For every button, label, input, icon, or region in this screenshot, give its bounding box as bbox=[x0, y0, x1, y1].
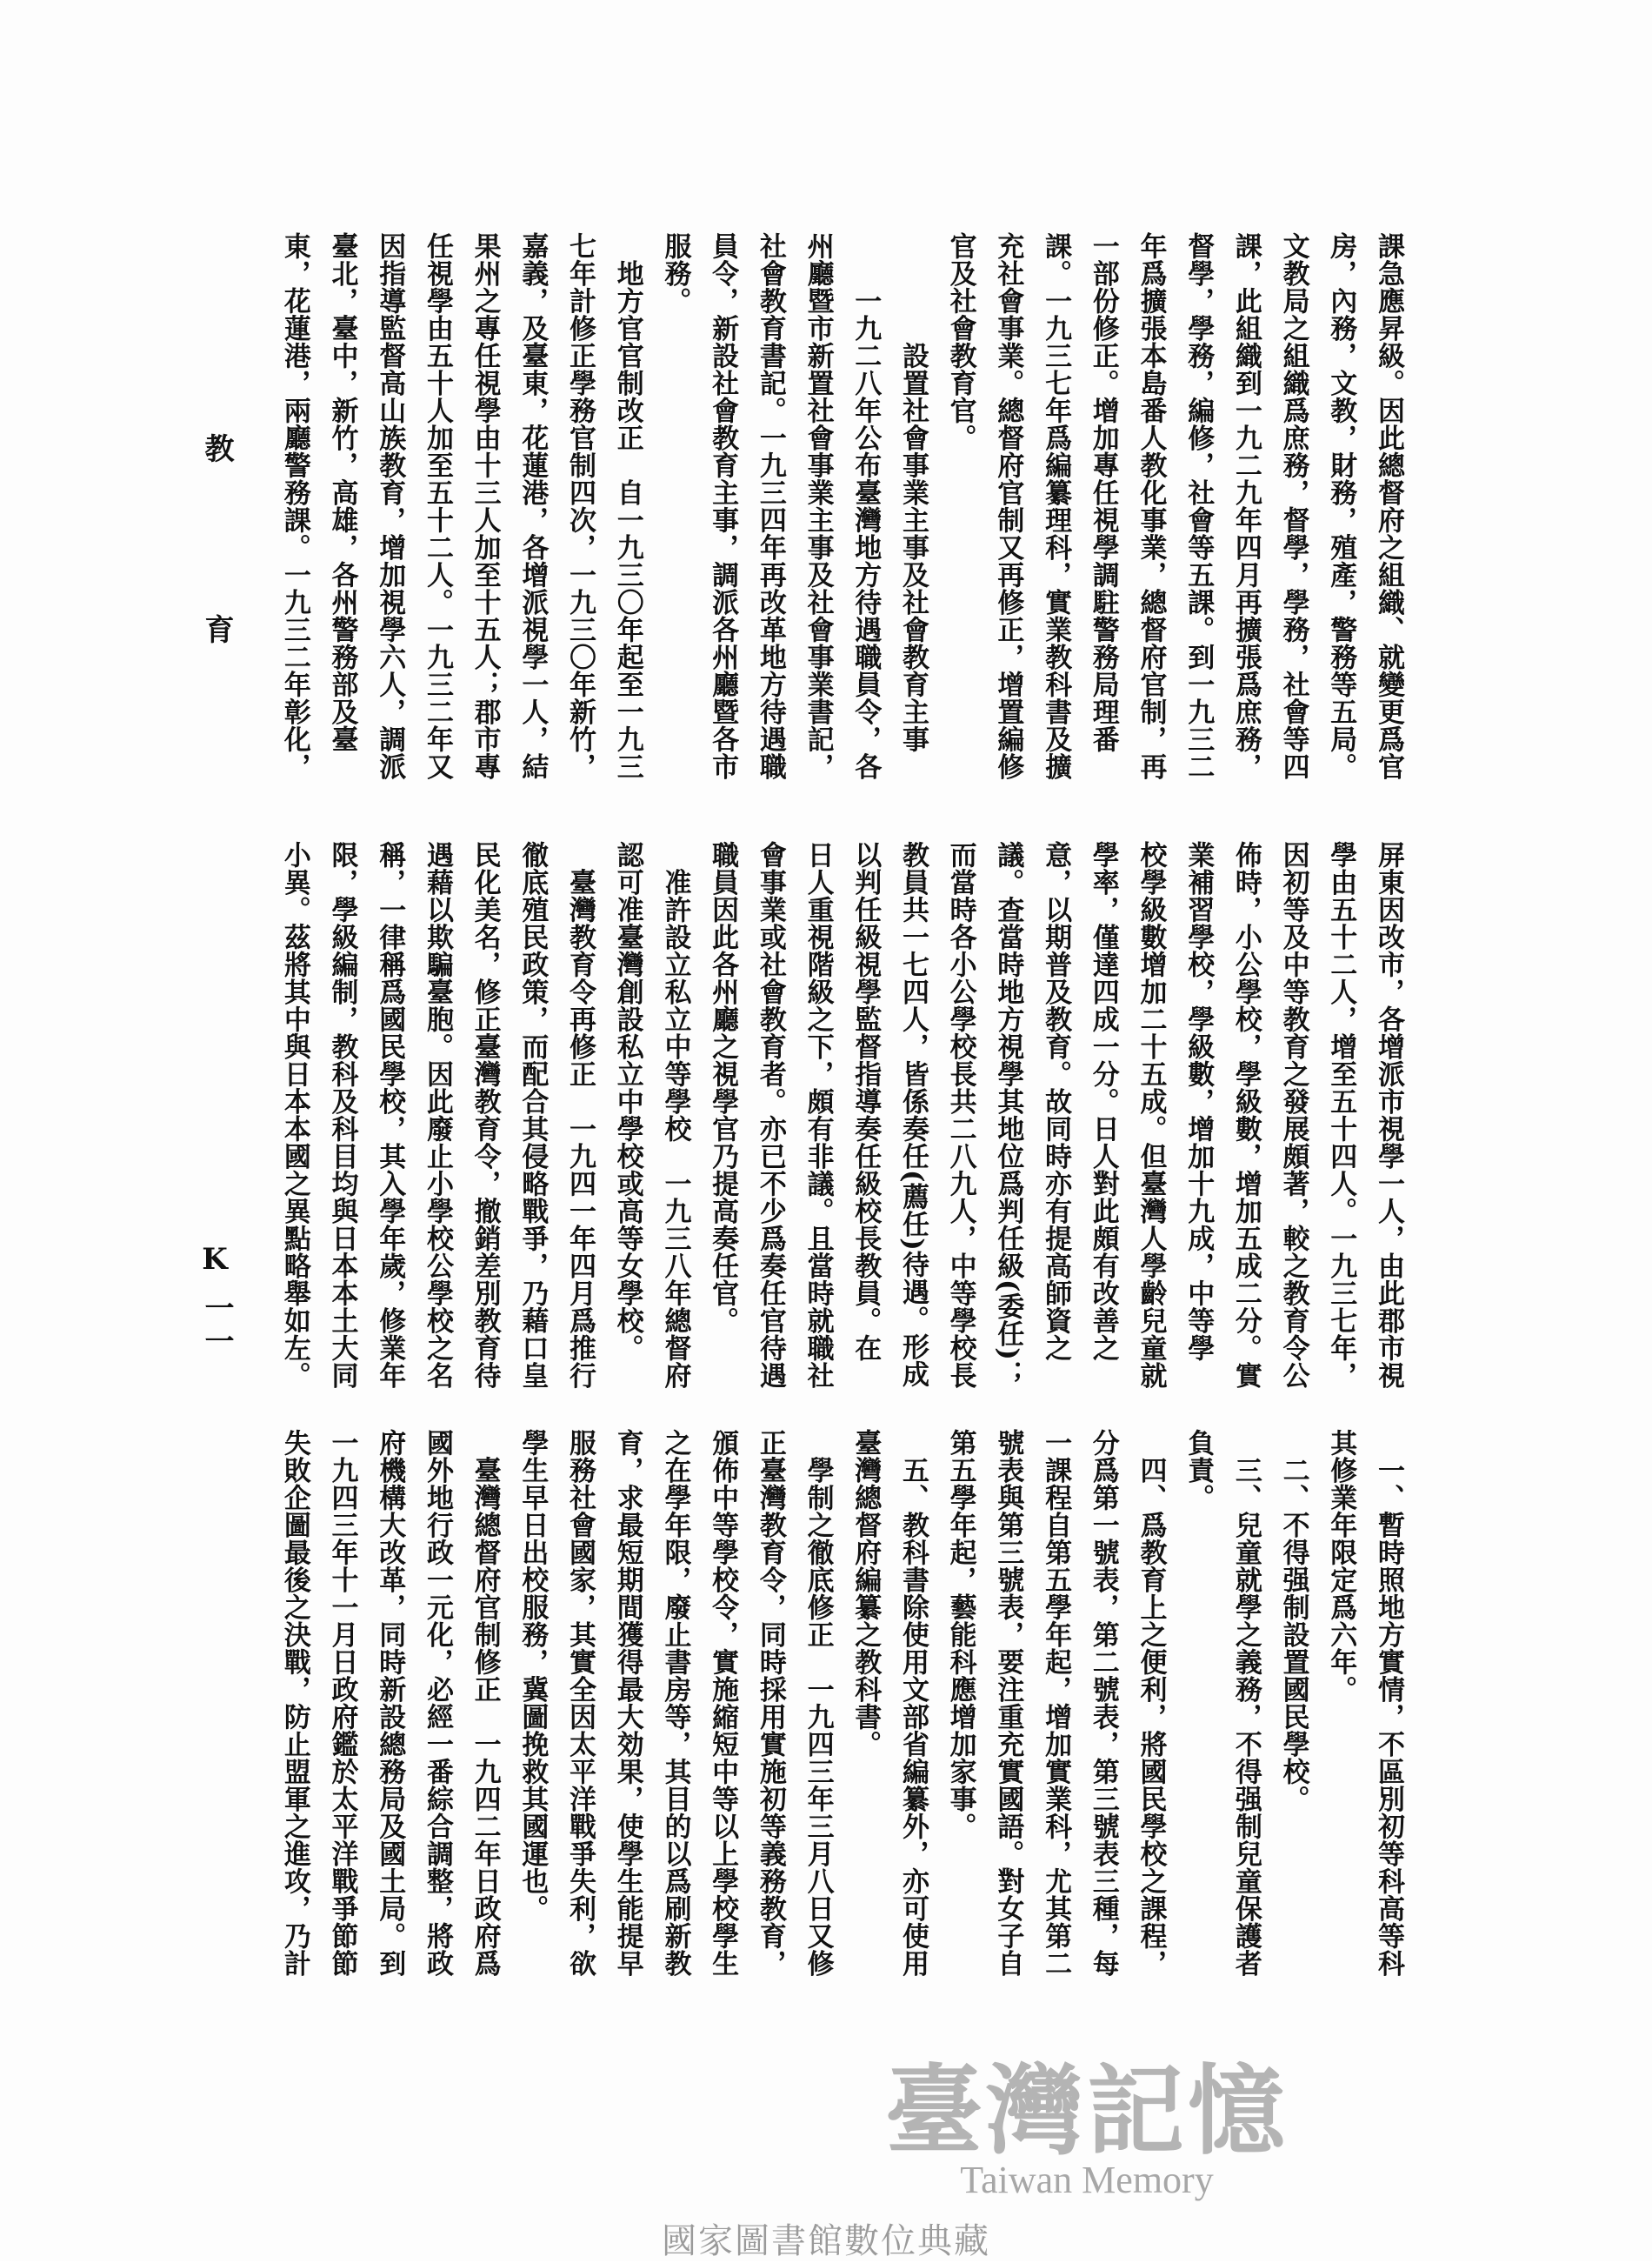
text-column: 限，學級編制，教科及科目均與日本本土大同 bbox=[326, 841, 358, 1389]
text-column: 臺北，臺中，新竹，高雄，各州警務部及臺 bbox=[326, 232, 358, 753]
text-column: 認可准臺灣創設私立中學校或高等女學校。 bbox=[611, 841, 643, 1362]
text-column: 學由五十二人，增至五十四人。一九三七年， bbox=[1325, 841, 1357, 1389]
text-column: 設置社會事業主事及社會教育主事 bbox=[896, 232, 929, 753]
text-column: 稱，一律稱爲國民學校，其入學年歲，修業年 bbox=[374, 841, 406, 1389]
watermark-logo bbox=[869, 2054, 1304, 2202]
text-column: 國外地行政一元化，必經一番綜合調整，將政 bbox=[421, 1429, 453, 1977]
text-column: 議。查當時地方視學其地位爲判任級(委任)； bbox=[992, 841, 1024, 1388]
text-column: 職員因此各州廳之視學官乃提高奏任官。 bbox=[707, 841, 739, 1334]
page-number-value: 一一 bbox=[199, 1292, 234, 1358]
text-column: 臺灣教育令再修正 一九四一年四月爲推行 bbox=[564, 841, 596, 1389]
text-column: 課。一九三七年爲編纂理科，實業教科書及擴 bbox=[1040, 232, 1072, 780]
text-column: 臺灣總督府官制修正 一九四二年日政府爲 bbox=[469, 1429, 501, 1977]
text-column: 社會教育書記。一九三四年再改革地方待遇職 bbox=[754, 232, 786, 780]
text-column: 一部份修正。增加專任視學調駐警務局理番 bbox=[1087, 232, 1119, 753]
text-column: 嘉義，及臺東，花蓮港，各增派視學一人，結 bbox=[516, 232, 549, 780]
running-head-char: 育 bbox=[199, 614, 234, 644]
text-column: 會事業或社會教育者。亦已不少爲奏任官待遇 bbox=[754, 841, 786, 1389]
text-column: 因指導監督高山族教育，增加視學六人，調派 bbox=[374, 232, 406, 780]
text-column: 州廳暨市新置社會事業主事及社會事業書記， bbox=[802, 232, 834, 780]
running-head-char: 教 bbox=[199, 433, 234, 463]
text-column: 學率，僅達四成一分。日人對此頗有改善之 bbox=[1087, 841, 1119, 1362]
text-column: 徹底殖民政策，而配合其侵略戰爭，乃藉口皇 bbox=[516, 841, 549, 1389]
text-column: 失敗企圖最後之決戰，防止盟軍之進攻，乃計 bbox=[278, 1429, 310, 1977]
text-column: 其修業年限定爲六年。 bbox=[1325, 1429, 1357, 1703]
text-column: 二、不得强制設置國民學校。 bbox=[1277, 1429, 1309, 1812]
text-column: 頒佈中等學校令，實施縮短中等以上學校學生 bbox=[707, 1429, 739, 1977]
text-column: 日人重視階級之下，頗有非議。且當時就職社 bbox=[802, 841, 834, 1389]
text-column: 服務。 bbox=[659, 232, 691, 315]
text-column: 文教局之組織爲庶務，督學，學務，社會等四 bbox=[1277, 232, 1309, 780]
text-column: 官及社會教育官。 bbox=[944, 232, 976, 451]
page-number bbox=[198, 1242, 238, 1358]
text-column: 因初等及中等教育之發展頗著，較之教育令公 bbox=[1277, 841, 1309, 1389]
text-column: 服務社會國家，其實全因太平洋戰爭失利，欲 bbox=[564, 1429, 596, 1977]
text-column: 東，花蓮港，兩廳警務課。一九三二年彰化， bbox=[278, 232, 310, 780]
footer-credit: 國家圖書館數位典藏 bbox=[662, 2221, 990, 2261]
watermark-subtitle: Taiwan Memory bbox=[960, 2159, 1214, 2201]
text-column: 三、兒童就學之義務，不得强制兒童保護者 bbox=[1229, 1429, 1262, 1977]
text-column: 而當時各小公學校長共二八九人，中等學校長 bbox=[944, 841, 976, 1389]
text-column: 第五學年起，藝能科應增加家事。 bbox=[944, 1429, 976, 1840]
text-column: 一、暫時照地方實情，不區別初等科高等科 bbox=[1373, 1429, 1404, 1977]
page-number-letter: K bbox=[202, 1242, 231, 1277]
text-column: 分爲第一號表，第二號表，第三號表三種，每 bbox=[1087, 1429, 1119, 1977]
text-column: 課急應昇級。因此總督府之組織、就變更爲官 bbox=[1373, 232, 1404, 780]
text-band-bottom bbox=[270, 1429, 1412, 2038]
text-column: 府機構大改革，同時新設總務局及國土局。到 bbox=[374, 1429, 406, 1977]
text-column: 學生早日出校服務，冀圖挽救其國運也。 bbox=[516, 1429, 549, 1922]
text-column: 一九二八年公布臺灣地方待遇職員令，各 bbox=[849, 232, 882, 780]
text-column: 一課程自第五學年起，增加實業科，尤其第二 bbox=[1040, 1429, 1072, 1977]
text-column: 任視學由五十人加至五十二人。一九三二年又 bbox=[421, 232, 453, 780]
text-column: 校學級數增加二十五成。但臺灣人學齡兒童就 bbox=[1135, 841, 1167, 1389]
text-column: 臺灣總督府編纂之教科書。 bbox=[849, 1429, 882, 1758]
text-column: 七年計修正學務官制四次，一九三〇年新竹， bbox=[564, 232, 596, 780]
text-column: 准許設立私立中等學校 一九三八年總督府 bbox=[659, 841, 691, 1389]
text-column: 號表與第三號表，要注重充實國語。對女子自 bbox=[992, 1429, 1024, 1977]
text-column: 遇藉以欺騙臺胞。因此廢止小學校公學校之名 bbox=[421, 841, 453, 1389]
text-column: 一九四三年十一月日政府鑑於太平洋戰爭節節 bbox=[326, 1429, 358, 1977]
text-column: 督學，學務，編修，社會等五課。到一九三二 bbox=[1182, 232, 1215, 780]
text-column: 屏東因改市，各增派市視學一人，由此郡市視 bbox=[1373, 841, 1404, 1389]
text-column: 學制之徹底修正 一九四三年三月八日又修 bbox=[802, 1429, 834, 1977]
text-column: 正臺灣教育令，同時採用實施初等義務教育， bbox=[754, 1429, 786, 1977]
text-column: 小異。茲將其中與日本本國之異點略舉如左。 bbox=[278, 841, 310, 1389]
text-column: 四、爲教育上之便利，將國民學校之課程， bbox=[1135, 1429, 1167, 1977]
text-column: 充社會事業。總督府官制又再修正，增置編修 bbox=[992, 232, 1024, 780]
text-column: 之在學年限，廢止書房等，其目的以爲刷新教 bbox=[659, 1429, 691, 1977]
text-column: 負責。 bbox=[1182, 1429, 1215, 1512]
text-column: 以判任級視學監督指導奏任級校長教員。在 bbox=[849, 841, 882, 1362]
text-column: 民化美名，修正臺灣教育令，撤銷差別教育待 bbox=[469, 841, 501, 1389]
text-column: 意，以期普及教育。故同時亦有提高師資之 bbox=[1040, 841, 1072, 1362]
text-column: 課，此組織到一九二九年四月再擴張爲庶務， bbox=[1229, 232, 1262, 780]
watermark-text: 臺灣記憶 bbox=[885, 2054, 1289, 2168]
text-column: 業補習學校，學級數，增加十九成，中等學 bbox=[1182, 841, 1215, 1362]
text-column: 年爲擴張本島番人教化事業，總督府官制，再 bbox=[1135, 232, 1167, 780]
text-column: 果州之專任視學由十三人加至十五人；郡市專 bbox=[469, 232, 501, 780]
text-column: 育，求最短期間獲得最大効果，使學生能提早 bbox=[611, 1429, 643, 1977]
text-band-top bbox=[270, 232, 1412, 832]
text-column: 地方官官制改正 自一九三〇年起至一九三 bbox=[611, 232, 643, 780]
text-column: 佈時，小公學校，學級數，增加五成二分。實 bbox=[1229, 841, 1262, 1389]
text-column: 房，內務，文教，財務，殖產，警務等五局。 bbox=[1325, 232, 1357, 780]
text-band-middle bbox=[270, 841, 1412, 1425]
text-column: 教員共一七四人，皆係奏任(薦任)待遇。形成 bbox=[896, 841, 929, 1388]
text-column: 五、教科書除使用文部省編纂外，亦可使用 bbox=[896, 1429, 929, 1977]
text-column: 員令，新設社會教育主事，調派各州廳暨各市 bbox=[707, 232, 739, 780]
